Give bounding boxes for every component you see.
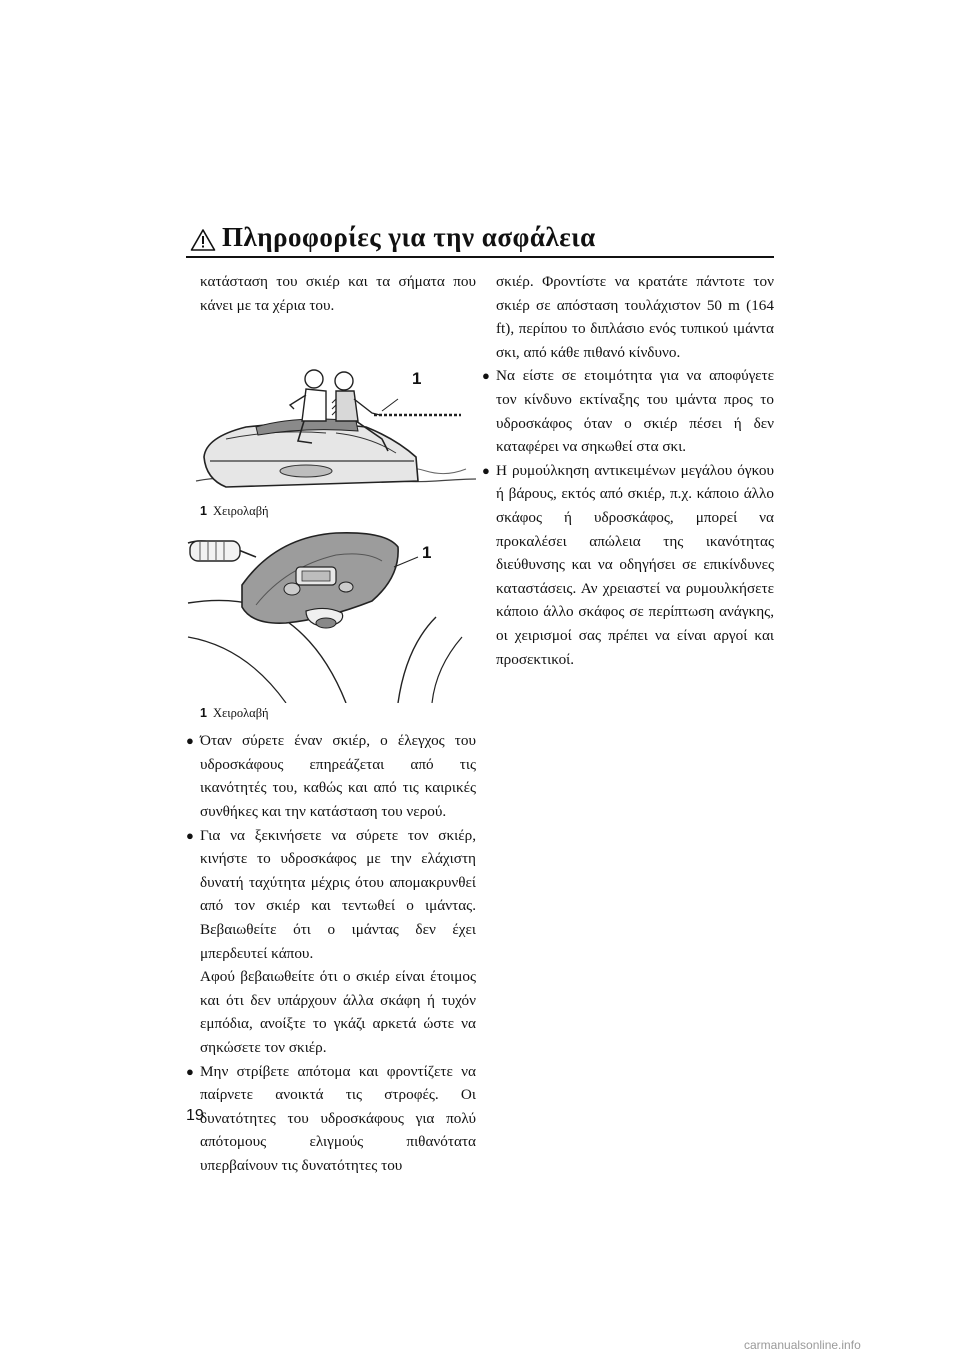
handgrip-illustration	[186, 527, 476, 703]
bullet-item	[186, 824, 476, 966]
bullet-continuation: Αφού βεβαιωθείτε ότι ο σκιέρ είναι έτοιμος και ότι δεν υπάρχουν άλλα σκάφη ή τυχόν εμπόδια, ανοίξτε το γκάζι αρκετά ώστε να σηκώσετε τον σκιέρ.	[200, 968, 476, 1056]
bullet-item	[186, 729, 476, 823]
bullet-dot-icon: ●	[482, 462, 490, 478]
bullet-dot-icon: ●	[186, 1063, 194, 1079]
bullet-text: Να είστε σε ετοιμότητα για να αποφύγετε τον κίνδυνο εκτίναξης του ιμάντα προς το υδροσκάφος όταν ο σκιέρ πέσει ή δεν καταφέρει να σηκωθεί στα σκι.	[496, 367, 774, 456]
bullet-item	[482, 459, 774, 671]
figure2-caption-text: Χειρολαβή	[212, 706, 269, 721]
intro-paragraph: κατάσταση του σκιέρ και τα σήματα που κάνει με τα χέρια του.	[200, 273, 476, 314]
page-header	[186, 222, 774, 258]
figure2-callout: 1	[422, 543, 432, 563]
bullet-dot-icon: ●	[186, 733, 194, 749]
figure1-caption-number: 1	[200, 504, 207, 519]
figure2-caption-number: 1	[200, 706, 207, 721]
bullet-text: Μην στρίβετε απότομα και φροντίζετε να παίρνετε ανοικτά τις στροφές. Οι δυνατότητες του υδροσκάφους για πολύ απότομους ελιγμούς πιθανότατα υπερβαίνουν τις δυνατότητες του	[200, 1062, 476, 1174]
figure1-caption-text: Χειρολαβή	[212, 504, 269, 519]
continuation-paragraph: σκιέρ. Φροντίστε να κρατάτε πάντοτε τον σκιέρ σε απόσταση τουλάχιστον 50 m (164 ft), περίπου το διπλάσιο ενός τυπικού ιμάντα σκι, από κάθε πιθανό κίνδυνο.	[496, 273, 774, 361]
figure-handgrip-closeup	[186, 527, 476, 703]
watercraft-riders-illustration	[186, 329, 476, 501]
bullet-dot-icon: ●	[186, 827, 194, 843]
watermark-text: carmanualsonline.info	[744, 1338, 861, 1352]
page-number: 19	[186, 1107, 204, 1124]
bullet-dot-icon: ●	[482, 368, 490, 384]
page-title: Πληροφορίες για την ασφάλεια	[222, 222, 596, 252]
right-column	[482, 270, 774, 671]
left-column	[186, 270, 476, 1177]
bullet-item	[186, 1060, 476, 1178]
figure2-caption	[186, 703, 476, 723]
warning-triangle-icon	[190, 228, 216, 252]
bullet-item	[482, 364, 774, 458]
figure1-caption	[186, 501, 476, 521]
figure1-callout: 1	[412, 369, 422, 389]
bullet-text: Η ρυμούλκηση αντικειμένων μεγάλου όγκου ή βάρους, εκτός από σκιέρ, π.χ. κάποιο άλλο σκάφος ή υδροσκάφος, μπορεί να προκαλέσει απώλεια της ικανότητας διεύθυνσης και να οδηγήσει σε επικίνδυνες καταστάσεις. Αν χρειαστεί να ρυμουλκήσετε κάποιο άλλο σκάφος σε περίπτωση ανάγκης, οι χειρισμοί σας πρέπει να είναι αργοί και προσεκτικοί.	[496, 461, 774, 668]
figure-watercraft-towing	[186, 329, 476, 501]
bullet-text: Για να ξεκινήσετε να σύρετε τον σκιέρ, κινήστε το υδροσκάφος με την ελάχιστη δυνατή ταχύτητα μέχρις ότου απομακρυνθεί από τον σκιέρ και τεντωθεί ο ιμάντας. Βεβαιωθείτε ότι ο ιμάντας δεν έχει μπερδευτεί κάπου.	[200, 826, 476, 962]
bullet-text: Όταν σύρετε έναν σκιέρ, ο έλεγχος του υδροσκάφους επηρεάζεται από τις ικανότητές του, καθώς και από τις καιρικές συνθήκες και την κατάσταση του νερού.	[200, 732, 476, 820]
